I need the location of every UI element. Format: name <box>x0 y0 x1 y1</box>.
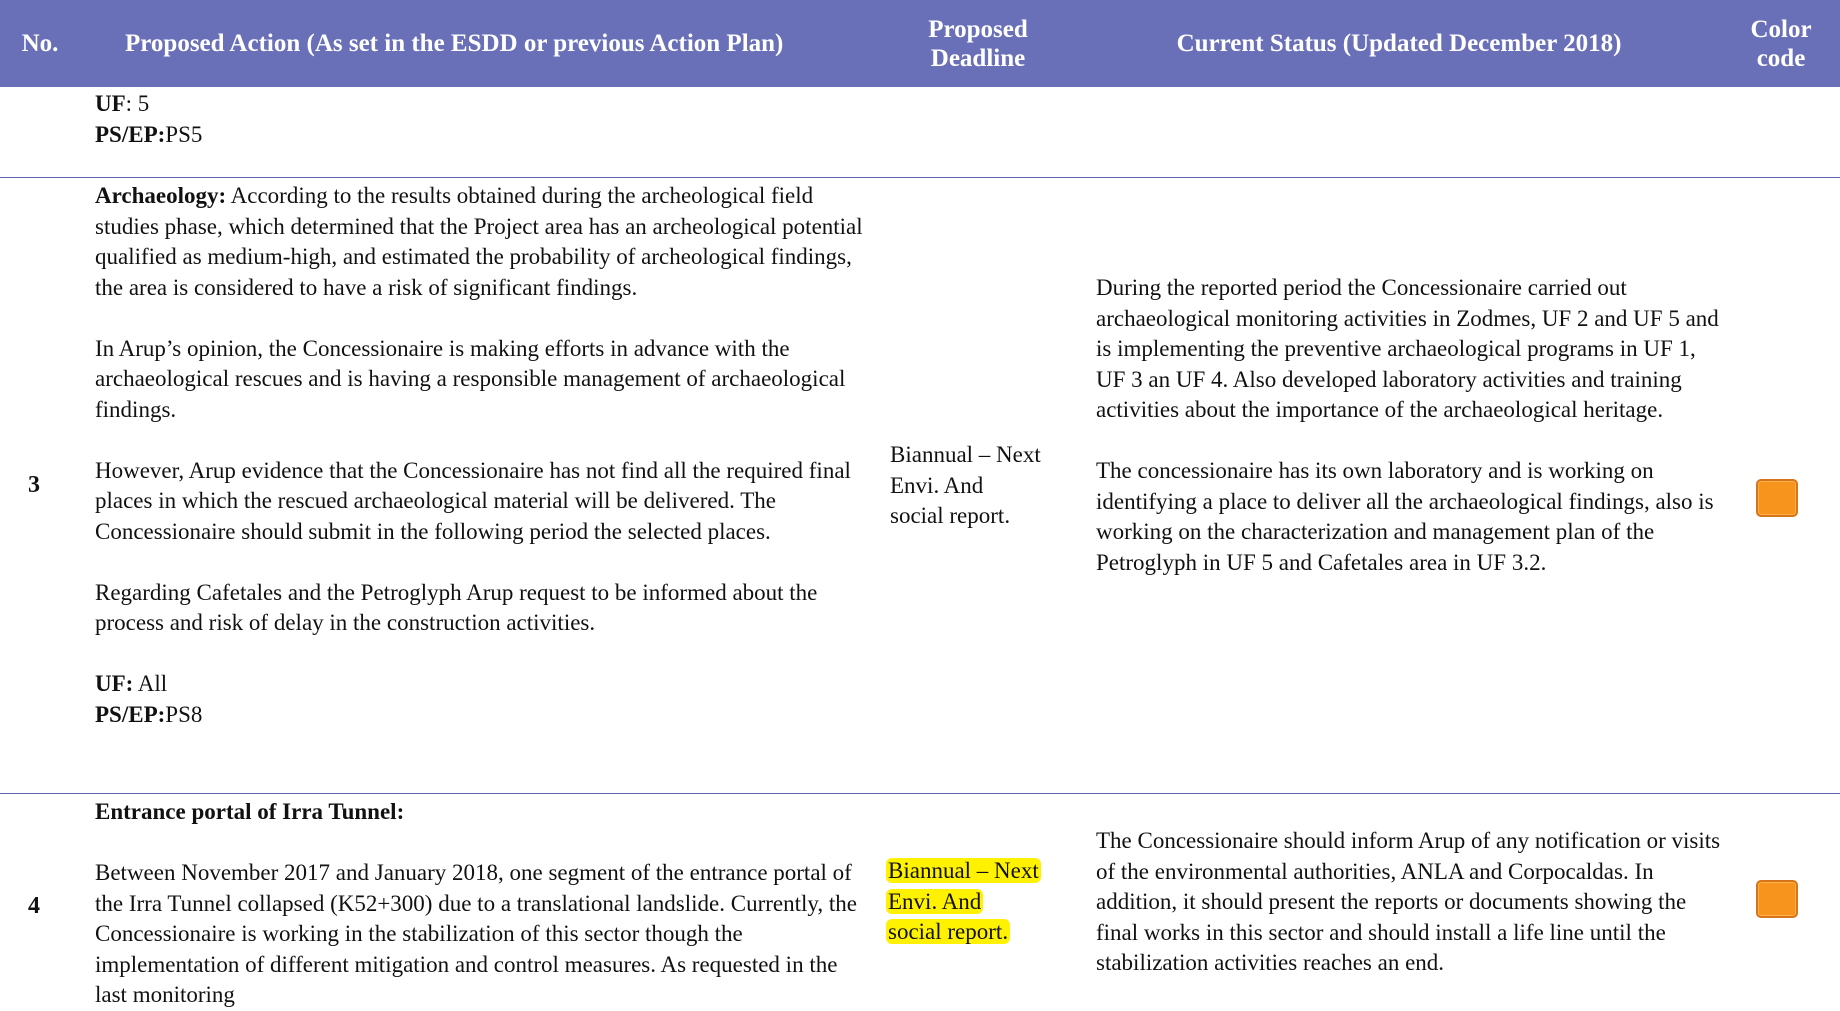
row3-deadline-line3: social report. <box>890 503 1011 528</box>
uf-value: : 5 <box>125 91 150 116</box>
row4-color-code-swatch <box>1756 880 1798 918</box>
header-no: No. <box>21 30 59 57</box>
row4-deadline-line3: social report. <box>888 919 1009 944</box>
header-color-line1: Color <box>1750 15 1812 43</box>
row3-deadline-line2: Envi. And <box>890 472 984 498</box>
header-color-line2: code <box>1756 44 1806 72</box>
row3-uf-label: UF: <box>95 671 134 696</box>
row3-current-status <box>1096 273 1721 578</box>
header-proposed-action: Proposed Action (As set in the ESDD or previous Action Plan) <box>125 30 784 57</box>
row3-uf-value: All <box>133 671 168 696</box>
row3-psep-label: PS/EP: <box>95 701 166 727</box>
row3-status-p1: During the reported period the Concessionaire carried out archaeological monitoring activities in Zodmes, UF 2 and UF 5 and is implementing the preventive archaeological programs in UF 1, UF 3 an UF 4. Also developed laboratory activities and training activities about the importance of the archaeological heritage. <box>1096 275 1719 422</box>
header-color-code <box>1722 0 1840 87</box>
row4-deadline-line1: Biannual – Next <box>888 858 1039 883</box>
psep-value: PS5 <box>165 121 203 147</box>
row3-proposed-deadline <box>890 440 1080 532</box>
header-deadline-line1: Proposed <box>928 15 1028 43</box>
row3-psep-value: PS8 <box>165 701 203 727</box>
row-number-3: 3 <box>28 472 40 498</box>
table-header <box>0 0 1840 87</box>
row3-action-p3: However, Arup evidence that the Concessionaire has not find all the required final places in which the rescued archaeological material will be delivered. The Concessionaire should submit in the following period the selected places. <box>95 457 851 544</box>
table-row-previous-action <box>95 89 855 150</box>
row4-action-p1: Between November 2017 and January 2018, one segment of the entrance portal of the Irra Tunnel collapsed (K52+300) due to a translational landslide. Currently, the Concessionaire is working in the stabilization of this sector though the implementation of different mitigation and control measures. As requested in the last monitoring <box>95 860 857 1007</box>
row4-status-p1: The Concessionaire should inform Arup of any notification or visits of the environmental authorities, ANLA and Corpocaldas. In addition, it should present the reports or documents showing the final works in this sector and should install a life line until the stabilization activities reaches an end. <box>1096 828 1721 975</box>
row4-current-status <box>1096 826 1721 979</box>
row3-deadline-line1: Biannual – Next <box>890 442 1041 467</box>
row3-proposed-action <box>95 181 863 730</box>
row3-status-p2: The concessionaire has its own laboratory and is working on identifying a place to deliver all the archaeological findings, also is working on the characterization and management plan of the Petroglyph in UF 5 and Cafetales area in UF 3.2. <box>1096 458 1714 575</box>
row-divider <box>0 177 1840 178</box>
row3-action-title: Archaeology: <box>95 183 227 208</box>
row3-action-p1: According to the results obtained during the archeological field studies phase, which determined that the Project area has an archeological potential qualified as medium-high, and estimated the probability of archeological findings, the area is considered to have a risk of significant findings. <box>95 183 863 300</box>
row3-action-p4: Regarding Cafetales and the Petroglyph Arup request to be informed about the process and risk of delay in the construction activities. <box>95 579 818 635</box>
header-proposed-deadline <box>882 0 1074 87</box>
row3-action-p2: In Arup’s opinion, the Concessionaire is making efforts in advance with the archaeological rescues and is having a responsible management of archaeological findings. <box>95 335 846 422</box>
psep-label: PS/EP: <box>95 121 166 147</box>
row4-action-title: Entrance portal of Irra Tunnel: <box>95 799 405 824</box>
row-divider <box>0 793 1840 794</box>
row-number-4: 4 <box>28 893 40 919</box>
row3-color-code-swatch <box>1756 479 1798 517</box>
uf-label: UF <box>95 91 126 116</box>
row4-proposed-deadline <box>886 856 1086 948</box>
row4-deadline-line2: Envi. And <box>888 888 982 914</box>
header-current-status: Current Status (Updated December 2018) <box>1176 30 1622 57</box>
header-deadline-line2: Deadline <box>930 44 1026 72</box>
row4-proposed-action <box>95 797 863 1011</box>
